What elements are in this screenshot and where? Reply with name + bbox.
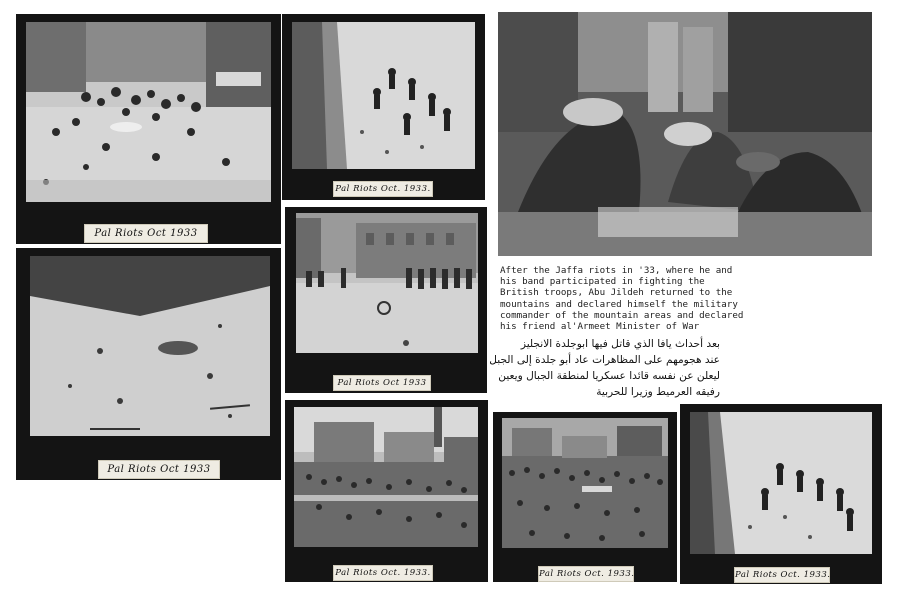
photo-label-2: Pal Riots Oct. 1933. [333, 181, 433, 197]
photo-dense-crowd [502, 418, 668, 548]
english-caption-line: his friend al'Armeet Minister of War [500, 321, 700, 333]
photo-men-in-mountains [498, 12, 872, 256]
photo-soldiers-wall [690, 412, 872, 554]
english-caption-line: his band participated in fighting the [500, 276, 705, 288]
english-caption-line: British troops, Abu Jildeh returned to the [500, 287, 733, 299]
photo-label-6: Pal Riots Oct. 1933. [538, 566, 634, 582]
arabic-caption-line: عند هجومهم على المظاهرات عاد أبو جلدة إلى الجبل [489, 354, 720, 366]
photo-label-1: Pal Riots Oct 1933 [84, 224, 208, 243]
arabic-caption-line: بعد أحداث يافا الذي قاتل فيها ابوجلدة الانجليز [520, 338, 720, 350]
english-caption-line: mountains and declared himself the military [500, 298, 738, 310]
photo-street-soldiers [292, 22, 475, 169]
arabic-caption-line: ليعلن عن نفسه قائدا عسكريا لمنطقة الجبال ويعين [498, 370, 720, 382]
english-caption [500, 265, 790, 332]
photo-label-3: Pal Riots Oct 1933 [98, 460, 220, 479]
arabic-caption [489, 336, 720, 400]
photo-label-7: Pal Riots Oct. 1933. [734, 567, 830, 583]
photo-crowd-street [26, 22, 271, 202]
photo-label-5: Pal Riots Oct. 1933. [333, 565, 433, 581]
photo-label-4: Pal Riots Oct 1933 [333, 375, 431, 391]
english-caption-line: After the Jaffa riots in '33, where he and [500, 265, 733, 276]
photo-soldiers-line [296, 213, 478, 353]
english-caption-line: commander of the mountain areas and declared [500, 309, 744, 321]
photo-crowd-clocktower [294, 407, 478, 547]
arabic-caption-line: رفيقه العرميط وزيرا للحربية [596, 386, 720, 398]
photo-body-on-ground [30, 256, 270, 436]
